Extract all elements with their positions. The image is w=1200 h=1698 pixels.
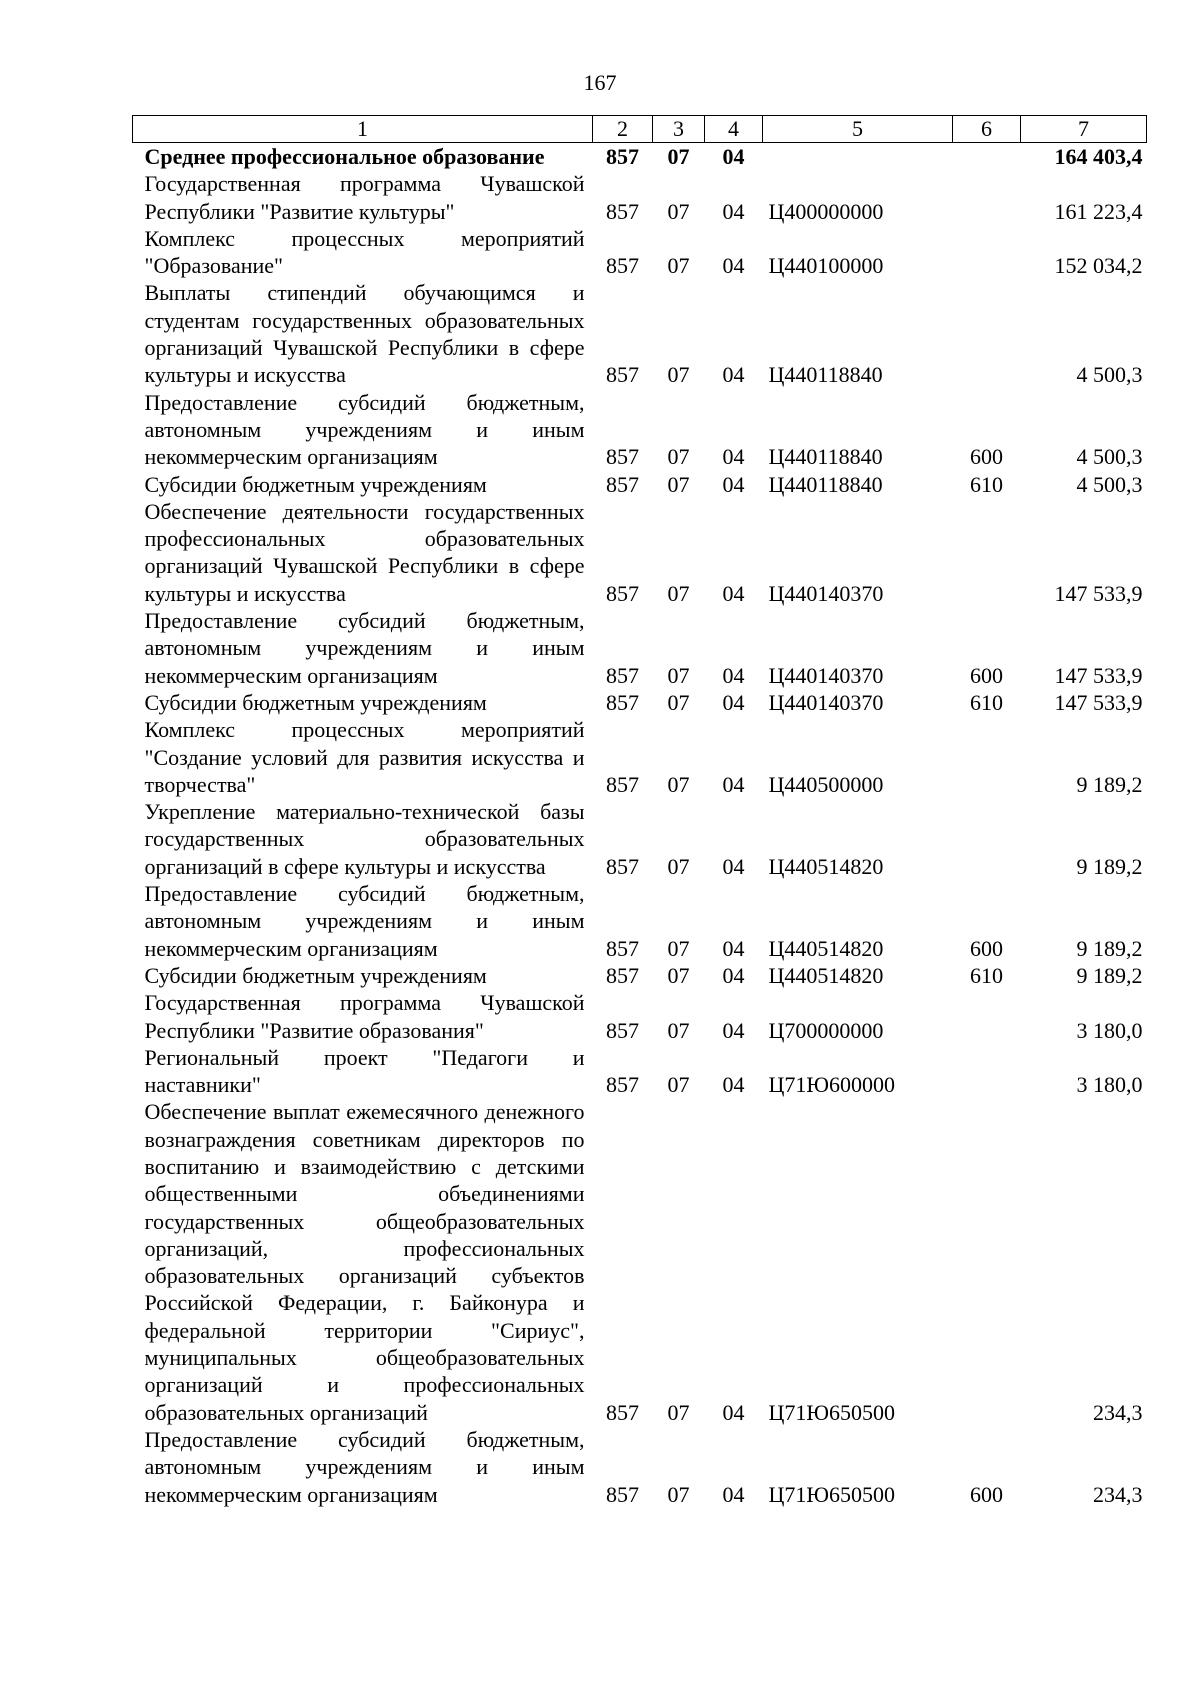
cell-csr [763,143,953,171]
cell-rz: 07 [667,362,690,388]
cell-vr [953,716,1021,798]
cell-vr [953,1098,1021,1426]
row-name [133,389,593,471]
cell-vr [953,989,1021,1044]
cell-rz: 07 [667,662,690,688]
table-row [133,1098,1147,1426]
table-row [133,716,1147,798]
cell-vr [953,798,1021,880]
cell-gr: 857 [606,144,639,169]
cell-gr: 857 [606,1399,639,1425]
cell-pr: 04 [722,1399,745,1425]
cell-rz: 07 [667,1481,690,1507]
cell-csr: Ц440140370 [768,689,884,715]
row-name-text: Обеспечение выплат ежемесячного денежного вознаграждения советникам директоров по воспитанию и взаимодействию с детскими общественными объединениями государственных общеобразовательных организаций, профессиональных образовательных организаций субъектов Российской Федерации, г. Байконура и федеральной территории "Сириус", муниципальных общеобразовательных организаций и профессиональных образовательных организаций [144,1099,585,1425]
cell-vr: 600 [970,662,1003,688]
cell-vr [953,1044,1021,1099]
row-name-text: Среднее профессиональное образование [144,144,545,169]
cell-amount: 9 189,2 [1076,962,1143,988]
cell-rz: 07 [667,198,690,224]
cell-gr: 857 [606,853,639,879]
cell-pr: 04 [722,471,745,497]
cell-rz: 07 [667,1072,690,1098]
cell-csr: Ц440100000 [768,253,884,279]
cell-rz: 07 [667,1399,690,1425]
header-row [133,116,1147,143]
row-name-text: Государственная программа Чувашской Республики "Развитие образования" [144,990,585,1043]
cell-rz: 07 [667,689,690,715]
row-name-text: Предоставление субсидий бюджетным, автономным учреждениям и иным некоммерческим организациям [144,881,585,961]
cell-pr: 04 [722,962,745,988]
cell-vr: 600 [970,1481,1003,1507]
table-row [133,170,1147,225]
cell-amount: 4 500,3 [1076,362,1143,388]
table-row [133,1426,1147,1508]
cell-gr: 857 [606,935,639,961]
cell-amount: 234,3 [1093,1481,1143,1507]
table-row [133,962,1147,989]
row-name [133,1044,593,1099]
cell-csr: Ц440118840 [768,444,883,470]
cell-pr: 04 [722,253,745,279]
cell-gr: 857 [606,1072,639,1098]
cell-gr: 857 [606,362,639,388]
cell-csr: Ц71Ю650500 [768,1481,895,1507]
table-row [133,880,1147,962]
cell-gr: 857 [606,1481,639,1507]
row-name-text: Предоставление субсидий бюджетным, автономным учреждениям и иным некоммерческим организациям [144,389,585,470]
cell-csr: Ц440140370 [768,662,884,688]
row-name-text: Предоставление субсидий бюджетным, автономным учреждениям и иным некоммерческим организациям [144,608,585,688]
cell-rz: 07 [667,444,690,470]
cell-vr [953,143,1021,171]
row-name [133,607,593,689]
row-name [133,1098,593,1426]
cell-rz: 07 [667,253,690,279]
cell-pr: 04 [722,198,745,224]
cell-vr: 610 [970,962,1003,988]
header-cell: 3 [653,116,705,143]
header-cell: 7 [1021,116,1147,143]
cell-amount: 9 189,2 [1076,935,1143,961]
cell-csr: Ц400000000 [768,198,884,224]
cell-rz: 07 [667,471,690,497]
cell-rz: 07 [667,1017,690,1043]
cell-vr: 610 [970,689,1003,715]
row-name [133,143,593,171]
cell-rz: 07 [667,144,690,169]
table-row [133,143,1147,171]
row-name-text: Предоставление субсидий бюджетным, автономным учреждениям и иным некоммерческим организациям [144,1426,585,1507]
row-name-text: Выплаты стипендий обучающимся и студентам государственных образовательных организаций Чувашской Республики в сфере культуры и искусства [144,280,585,388]
cell-vr: 610 [970,471,1003,497]
header-cell: 2 [593,116,653,143]
row-name-text: Комплекс процессных мероприятий "Создание условий для развития искусства и творчества" [144,717,585,797]
cell-csr: Ц440140370 [768,580,884,606]
row-name [133,989,593,1044]
row-name [133,1426,593,1508]
row-name-text: Региональный проект "Педагоги и наставники" [144,1044,585,1098]
cell-gr: 857 [606,198,639,224]
cell-gr: 857 [606,689,639,715]
cell-pr: 04 [722,853,745,879]
cell-csr: Ц440500000 [768,771,884,797]
row-name [133,880,593,962]
cell-gr: 857 [606,962,639,988]
cell-pr: 04 [722,935,745,961]
cell-gr: 857 [606,771,639,797]
cell-gr: 857 [606,580,639,606]
table-row [133,389,1147,471]
row-name [133,279,593,388]
cell-amount: 147 533,9 [1054,662,1143,688]
row-name [133,689,593,716]
cell-amount: 3 180,0 [1076,1072,1143,1098]
cell-amount: 3 180,0 [1076,1017,1143,1043]
cell-csr: Ц440118840 [768,471,883,497]
cell-pr: 04 [722,689,745,715]
cell-gr: 857 [606,444,639,470]
cell-rz: 07 [667,580,690,606]
cell-rz: 07 [667,962,690,988]
row-name-text: Субсидии бюджетным учреждениям [144,689,487,715]
cell-rz: 07 [667,771,690,797]
cell-pr: 04 [722,580,745,606]
table-row [133,498,1147,607]
cell-gr: 857 [606,662,639,688]
table-row [133,607,1147,689]
cell-amount: 9 189,2 [1076,771,1143,797]
cell-amount: 4 500,3 [1076,444,1143,470]
table-row [133,1044,1147,1099]
cell-amount: 147 533,9 [1054,689,1143,715]
cell-vr [953,498,1021,607]
cell-vr: 600 [970,935,1003,961]
cell-gr: 857 [606,1017,639,1043]
cell-pr: 04 [722,662,745,688]
page-number: 167 [583,70,617,95]
table-row [133,798,1147,880]
cell-amount: 164 403,4 [1054,144,1143,169]
header-cell: 5 [763,116,953,143]
table-row [133,471,1147,498]
row-name-text: Субсидии бюджетным учреждениям [144,471,487,497]
cell-gr: 857 [606,471,639,497]
row-name-text: Обеспечение деятельности государственных профессиональных образовательных организаций Чувашской Республики в сфере культуры и искусства [144,498,585,606]
cell-rz: 07 [667,853,690,879]
header-cell: 1 [133,116,593,143]
row-name [133,962,593,989]
table-row [133,225,1147,280]
cell-pr: 04 [722,1072,745,1098]
row-name-text: Государственная программа Чувашской Республики "Развитие культуры" [144,171,585,224]
cell-vr [953,225,1021,280]
cell-amount: 4 500,3 [1076,471,1143,497]
cell-rz: 07 [667,935,690,961]
cell-csr: Ц440514820 [768,962,884,988]
cell-pr: 04 [722,771,745,797]
row-name [133,225,593,280]
cell-csr: Ц440514820 [768,853,884,879]
cell-pr: 04 [722,1017,745,1043]
cell-pr: 04 [722,362,745,388]
cell-vr [953,279,1021,388]
row-name [133,471,593,498]
cell-amount: 234,3 [1093,1399,1143,1425]
row-name-text: Субсидии бюджетным учреждениям [144,962,487,988]
row-name [133,170,593,225]
row-name [133,498,593,607]
cell-csr: Ц700000000 [768,1017,884,1043]
cell-vr: 600 [970,444,1003,470]
cell-csr: Ц440514820 [768,935,884,961]
cell-csr: Ц71Ю600000 [768,1072,895,1098]
row-name-text: Укрепление материально-технической базы государственных образовательных организаций в сфере культуры и искусства [144,799,585,879]
cell-csr: Ц71Ю650500 [768,1399,895,1425]
row-name [133,798,593,880]
row-name [133,716,593,798]
header-cell: 6 [953,116,1021,143]
budget-table [132,115,1147,1508]
table-row [133,279,1147,388]
cell-csr: Ц440118840 [768,362,883,388]
cell-amount: 161 223,4 [1054,198,1143,224]
header-cell: 4 [705,116,763,143]
row-name-text: Комплекс процессных мероприятий "Образование" [144,225,585,279]
cell-amount: 147 533,9 [1054,580,1143,606]
table-row [133,689,1147,716]
cell-amount: 152 034,2 [1054,253,1143,279]
cell-pr: 04 [722,144,745,169]
cell-vr [953,170,1021,225]
cell-pr: 04 [722,1481,745,1507]
cell-pr: 04 [722,444,745,470]
table-row [133,989,1147,1044]
cell-gr: 857 [606,253,639,279]
cell-amount: 9 189,2 [1076,853,1143,879]
